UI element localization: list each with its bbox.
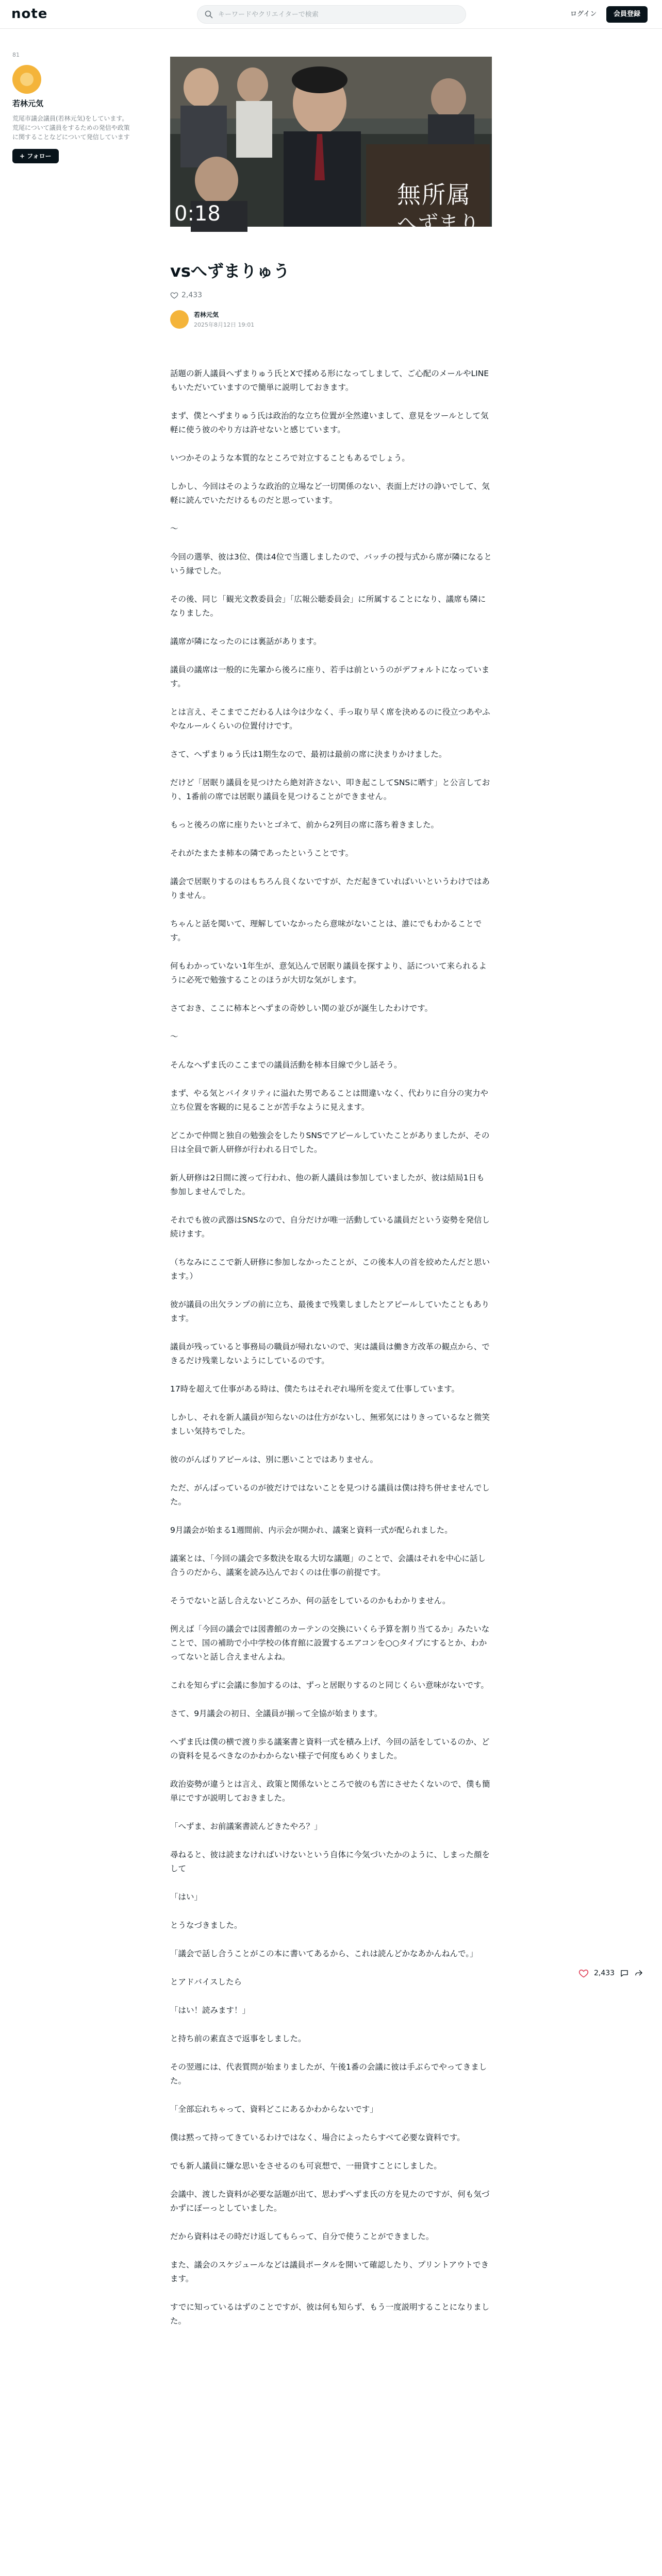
- article-paragraph: そんなへずま氏のここまでの議員活動を柿本目線で少し話そう。: [170, 1060, 402, 1070]
- article-paragraph: まず、僕とへずまりゅう氏は政治的な立ち位置が全然違いまして、意見をツールとして気軽に使う彼のやり方は許せないと感じています。: [170, 411, 489, 434]
- article-paragraph: でも新人議員に嫌な思いをさせるのも可哀想で、一冊貸すことにしました。: [170, 2161, 442, 2171]
- article-paragraph: さて、9月議会の初日、全議員が揃って全協が始まります。: [170, 1709, 383, 1718]
- search-box[interactable]: [197, 5, 466, 24]
- article-paragraph: また、議会のスケジュールなどは議員ポータルを開いて確認したり、プリントアウトできます。: [170, 2260, 489, 2283]
- article-paragraph: それでも彼の武器はSNSなので、自分だけが唯一活動している議員だという姿勢を発信し続けます。: [170, 1215, 490, 1239]
- article-paragraph: まず、やる気とバイタリティに溢れた男であることは間違いなく、代わりに自分の実力や立ち位置を客観的に見ることが苦手なように見えます。: [170, 1089, 488, 1112]
- like-count: 2,433: [181, 291, 203, 299]
- article-paragraph: 政治姿勢が違うとは言え、政策と関係ないところで彼のも苦にさせたくないので、僕も簡単にですが説明しておきました。: [170, 1780, 490, 1803]
- article-paragraph: 議席が隣になったのには裏話があります。: [170, 637, 322, 646]
- article-paragraph: 「へずま、お前議案書読んどきたやろ？」: [170, 1822, 322, 1831]
- article-paragraph: 〜: [170, 1032, 178, 1041]
- article: [170, 57, 492, 2343]
- article-paragraph: とうなづきました。: [170, 1921, 242, 1930]
- site-header: [0, 0, 662, 29]
- article-paragraph: そうでないと話し合えないどころか、何の話をしているのかもわかりません。: [170, 1596, 451, 1605]
- article-paragraph: （ちなみにここで新人研修に参加しなかったことが、この後本人の首を絞めたんだと思います。）: [170, 1258, 490, 1281]
- article-paragraph: だから資料はその時だけ返してもらって、自分で使うことができました。: [170, 2232, 434, 2241]
- article-paragraph: 17時を超えて仕事がある時は、僕たちはそれぞれ場所を変えて仕事しています。: [170, 1384, 459, 1394]
- like-counter[interactable]: [170, 290, 492, 301]
- article-paragraph: ただ、がんばっているのが彼だけではないことを見つける議員は僕は持ち併せませんでした。: [170, 1483, 490, 1506]
- article-paragraph: これを知らずに会議に参加するのは、ずっと居眠りするのと同じくらい意味がないです。: [170, 1681, 489, 1690]
- article-body: [170, 367, 492, 2328]
- article-paragraph: へずま氏は僕の横で渡り歩る議案書と資料一式を積み上げ、今回の話をしているのか、どの資料を見るべきなのかわからない様子で何度もめくりました。: [170, 1737, 490, 1760]
- article-paragraph: 「はい！読みます！」: [170, 2006, 251, 2015]
- author-avatar[interactable]: [170, 310, 189, 329]
- heart-icon[interactable]: [578, 1968, 589, 1978]
- article-paragraph: 9月議会が始まる1週間前、内示会が開かれ、議案と資料一式が配られました。: [170, 1526, 453, 1535]
- video-caption: 無所属: [397, 181, 471, 209]
- creator-count: 81: [12, 52, 20, 58]
- article-paragraph: 話題の新人議員へずまりゅう氏とXで揉める形になってしまして、ご心配のメールやLINEもいただいていますので簡単に説明しておきます。: [170, 369, 489, 392]
- article-paragraph: と持ち前の素直さで返事をしました。: [170, 2034, 306, 2043]
- floating-like-count: 2,433: [594, 1969, 615, 1977]
- article-paragraph: その後、同じ「観光文教委員会」「広報公聴委員会」に所属することになり、議席も隣になりました。: [170, 595, 486, 618]
- login-link[interactable]: ログイン: [570, 10, 597, 18]
- article-paragraph: さておき、ここに柿本とへずまの奇妙しい関の並びが誕生したわけです。: [170, 1004, 433, 1013]
- creator-sidebar: [12, 52, 132, 163]
- article-paragraph: 「はい」: [170, 1892, 203, 1902]
- share-icon[interactable]: [634, 1969, 643, 1978]
- article-paragraph: 彼のがんばりアピールは、別に悪いことではありません。: [170, 1455, 378, 1464]
- article-paragraph: 会議中、渡した資料が必要な話題が出て、思わずへずま氏の方を見たのですが、何も気づかずにぼーっとしていました。: [170, 2190, 490, 2213]
- article-paragraph: 議会で居眠りするのはもちろん良くないですが、ただ起きていればいいというわけではありません。: [170, 877, 490, 900]
- article-paragraph: とアドバイスしたら: [170, 1977, 242, 1987]
- article-paragraph: しかし、それを新人議員が知らないのは仕方がないし、無邪気にはりきっているなと微笑ましい気持ちでした。: [170, 1413, 490, 1436]
- article-paragraph: それがたまたま柿本の隣であったということです。: [170, 849, 354, 858]
- publish-date: 2025年8月12日 19:01: [194, 321, 255, 328]
- follow-button[interactable]: + フォロー: [12, 149, 59, 163]
- comment-icon[interactable]: [620, 1969, 629, 1978]
- author-info: [170, 310, 492, 329]
- article-paragraph: その翌週には、代表質問が始まりましたが、午後1番の会議に彼は手ぶらでやってきました。: [170, 2062, 487, 2086]
- article-paragraph: さて、へずまりゅう氏は1期生なので、最初は最前の席に決まりかけました。: [170, 750, 447, 759]
- article-paragraph: とは言え、そこまでこだわる人は今は少なく、手っ取り早く席を決めるのに役立つあやふやなルールくらいの位置付けです。: [170, 707, 490, 731]
- article-paragraph: しかし、今回はそのような政治的立場など一切関係のない、表面上だけの諍いでして、気軽に読んでいただけるものだと思っています。: [170, 482, 490, 505]
- search-input[interactable]: [218, 6, 460, 23]
- article-paragraph: だけど「居眠り議員を見つけたら絶対許さない、叩き起こしてSNSに晒す」と公言しており、1番前の席では居眠り議員を見つけることができません。: [170, 778, 490, 801]
- signup-button[interactable]: 会員登録: [606, 6, 648, 23]
- author-name[interactable]: 若林元気: [194, 311, 219, 318]
- heart-icon[interactable]: [170, 291, 178, 299]
- floating-actions: [578, 1967, 643, 1979]
- article-paragraph: どこかで仲間と独自の勉強会をしたりSNSでアピールしていたことがありましたが、その日は全員で新人研修が行われる日でした。: [170, 1131, 490, 1154]
- video-thumbnail[interactable]: [170, 57, 492, 265]
- article-paragraph: 「全部忘れちゃって、資料どこにあるかわからないです」: [170, 2105, 378, 2114]
- creator-name[interactable]: 若林元気: [12, 99, 44, 108]
- article-paragraph: 「議会で話し合うことがこの本に書いてあるから、これは読んどかなあかんねんで。」: [170, 1949, 478, 1958]
- video-duration: 0:18: [174, 202, 221, 226]
- creator-bio: 荒尾市議会議員(若林元気)をしています。荒尾について議員をするための発信や政策に関することなどについて発信しています: [12, 115, 130, 141]
- article-paragraph: 新人研修は2日間に渡って行われ、他の新人議員は参加していましたが、彼は結局1日も参加しませんでした。: [170, 1173, 485, 1196]
- article-paragraph: 何もわかっていない1年生が、意気込んで居眠り議員を探すより、話について来られるように必死で勉強することのほうが大切な気がします。: [170, 961, 487, 985]
- article-paragraph: 議員の議席は一般的に先輩から後ろに座り、若手は前というのがデフォルトになっています。: [170, 665, 490, 688]
- article-paragraph: 尋ねると、彼は読まなければいけないという自体に今気づいたかのように、しまった顔をして: [170, 1850, 490, 1873]
- article-paragraph: 議案とは、「今回の議会で多数決を取る大切な議題」のことで、会議はそれを中心に話し合うのだから、議案を読み込んでおくのは仕事の前提です。: [170, 1554, 486, 1577]
- article-paragraph: 例えば「今回の議会では図書館のカーテンの交換にいくら予算を割り当てるか」みたいなことで、国の補助で小中学校の体育館に設置するエアコンを○○タイプにするとか、わかってないと話し合えませんよね。: [170, 1624, 490, 1662]
- article-paragraph: 僕は黙って持ってきているわけではなく、場合によったらすべて必要な資料です。: [170, 2133, 465, 2142]
- video-caption-name: へずまりゅう: [397, 212, 479, 265]
- article-paragraph: いつかそのような本質的なところで対立することもあるでしょう。: [170, 453, 410, 463]
- search-icon: [205, 10, 213, 19]
- article-paragraph: すでに知っているはずのことですが、彼は何も知らず、もう一度説明することになりました。: [170, 2302, 490, 2326]
- article-paragraph: 今回の選挙、彼は3位、僕は4位で当選しましたので、バッチの授与式から席が隣になるという縁でした。: [170, 552, 492, 575]
- note-logo[interactable]: note: [11, 6, 48, 22]
- article-paragraph: ちゃんと話を聞いて、理解していなかったら意味がないことは、誰にでもわかることです。: [170, 919, 482, 942]
- avatar[interactable]: [12, 65, 41, 94]
- article-paragraph: 彼が議員の出欠ランプの前に立ち、最後まで残業しましたとアピールしていたこともあります。: [170, 1300, 490, 1323]
- article-paragraph: もっと後ろの席に座りたいとゴネて、前から2列目の席に落ち着きました。: [170, 820, 439, 829]
- article-title: vsへずまりゅう: [170, 261, 290, 281]
- article-paragraph: 議員が残っていると事務局の職員が帰れないので、実は議員は働き方改革の観点から、できるだけ残業しないようにしているのです。: [170, 1342, 490, 1365]
- article-paragraph: 〜: [170, 524, 178, 533]
